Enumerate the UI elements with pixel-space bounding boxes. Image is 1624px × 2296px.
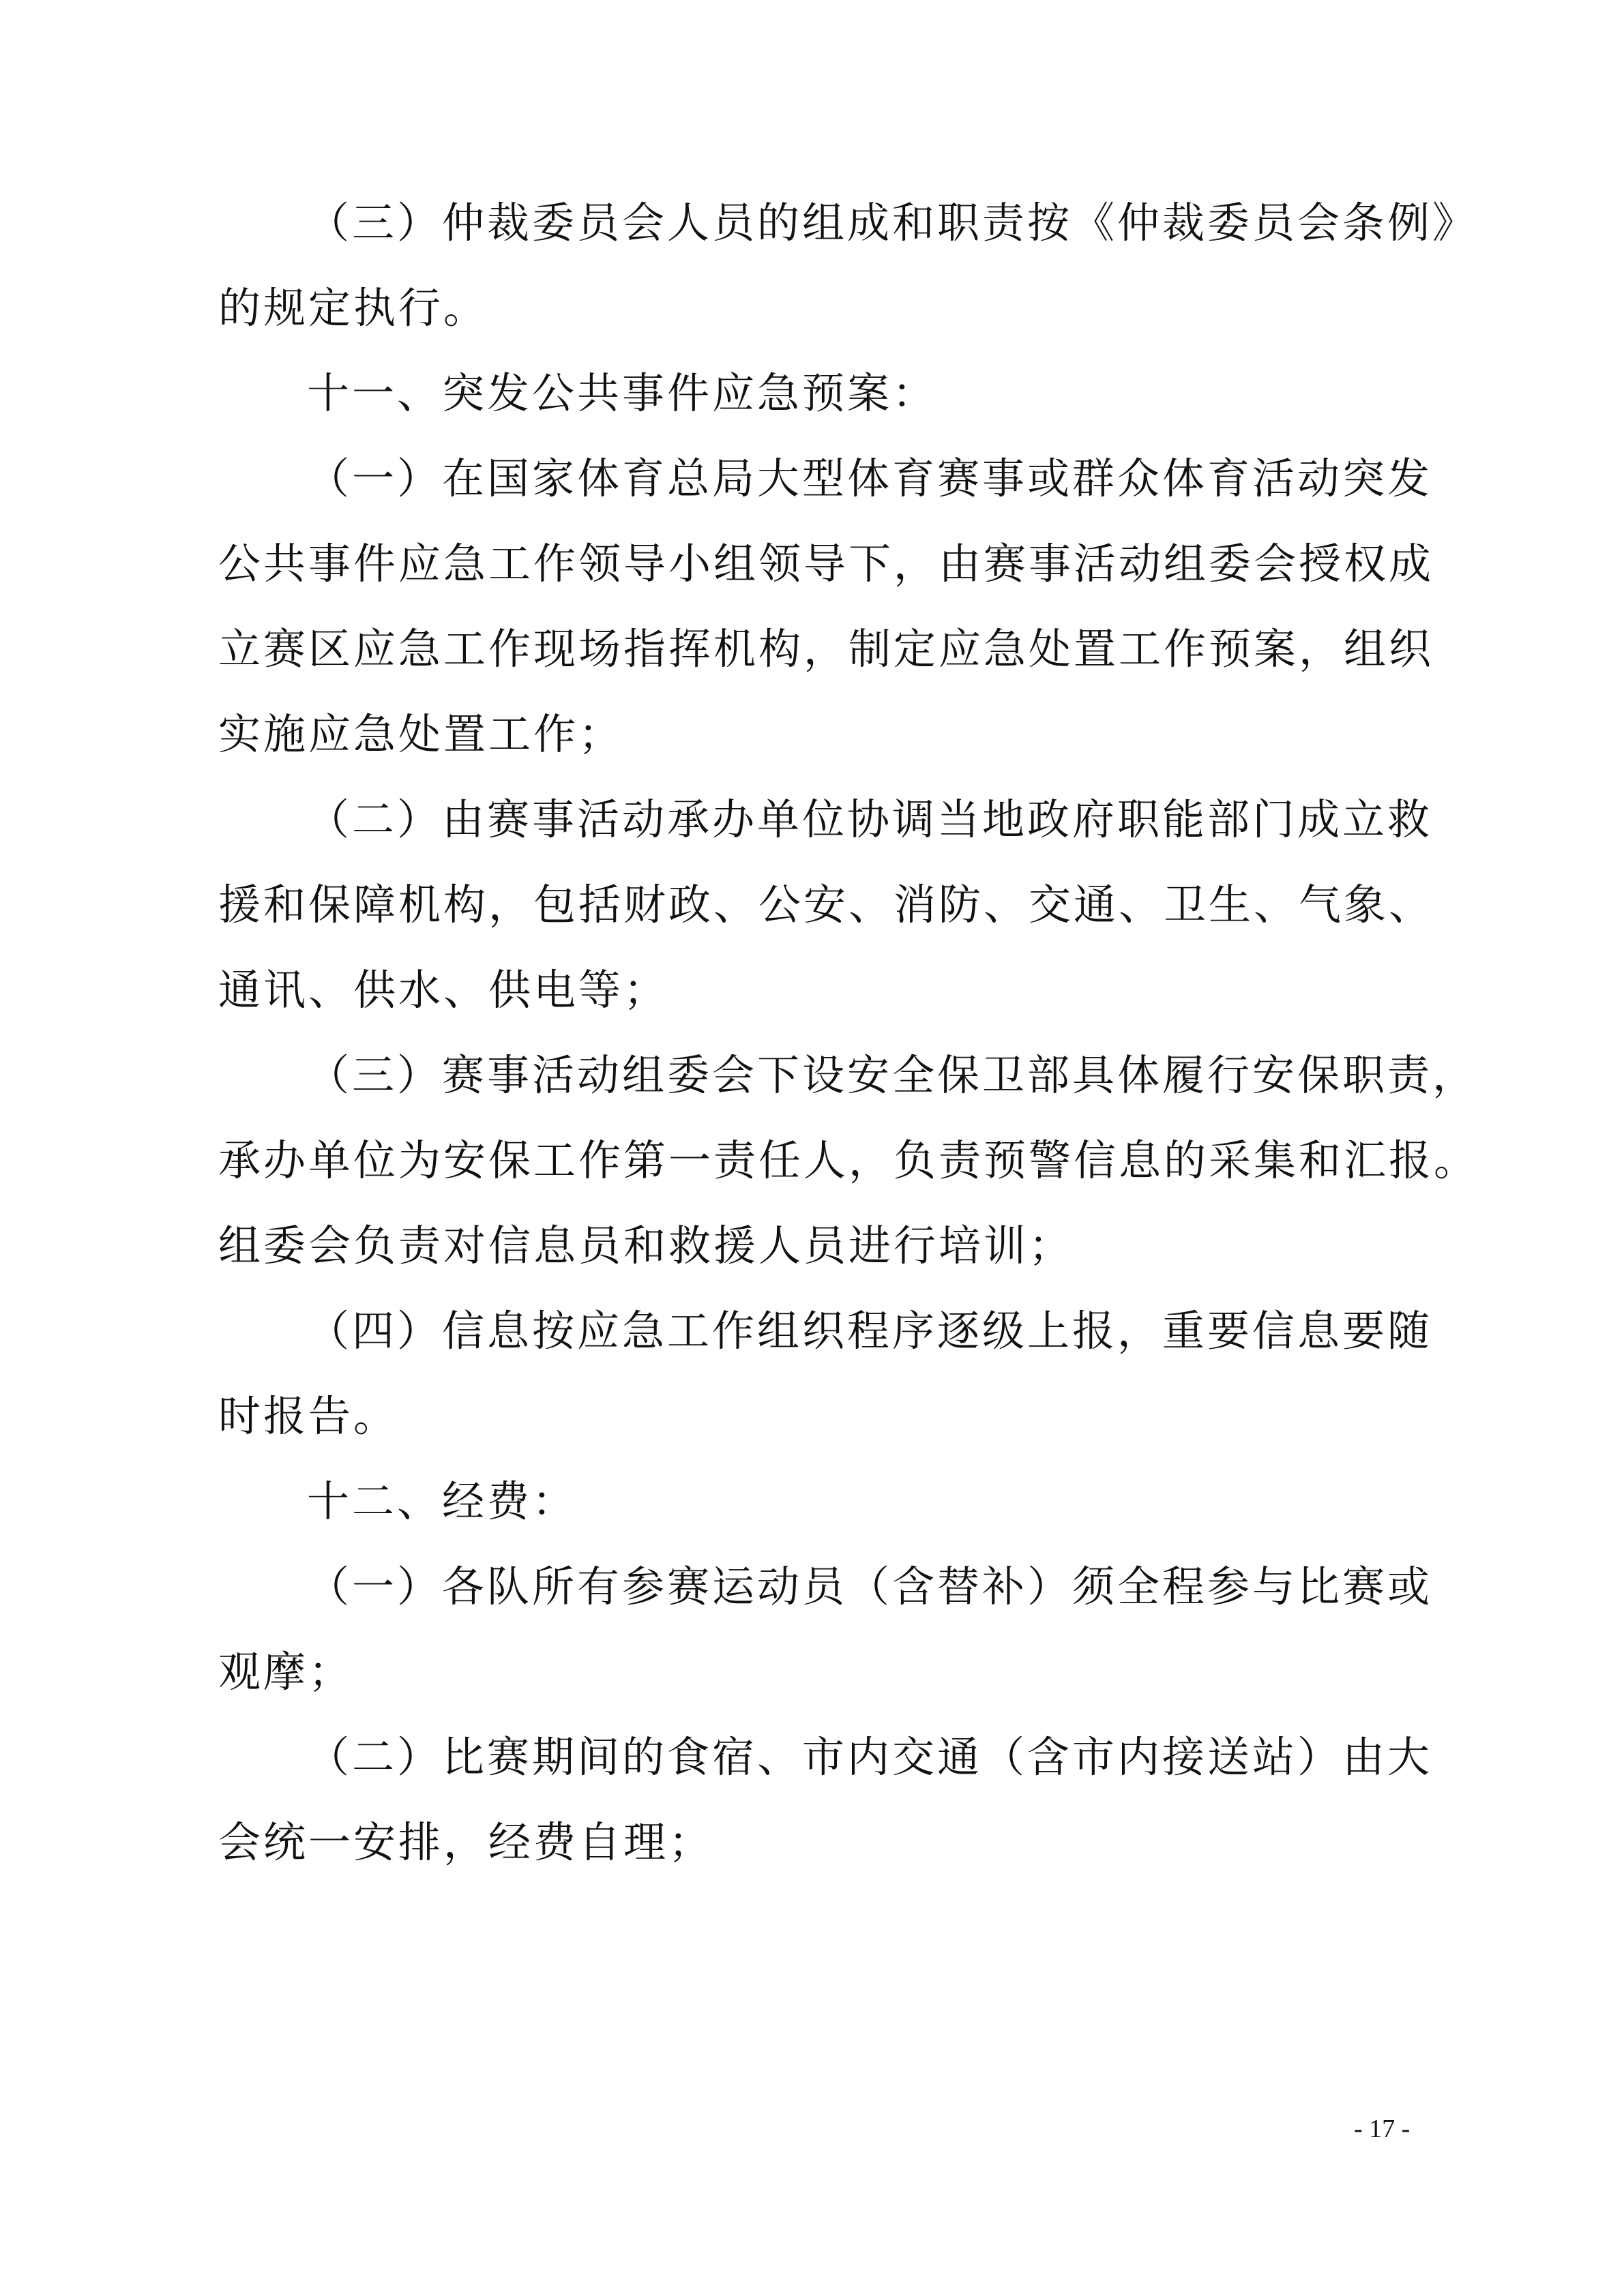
page-number: - 17 - — [1354, 2115, 1411, 2143]
text-line: （一）在国家体育总局大型体育赛事或群众体育活动突发 — [307, 453, 1433, 503]
text-line: 通讯、供水、供电等； — [218, 965, 669, 1015]
text-line: 观摩； — [218, 1647, 354, 1697]
text-line: 的规定执行。 — [218, 283, 489, 333]
section-heading: 十二、经费： — [307, 1476, 578, 1526]
text-line: 公共事件应急工作领导小组领导下，由赛事活动组委会授权成 — [218, 539, 1434, 588]
text-line: （三）仲裁委员会人员的组成和职责按《仲裁委员会条例》 — [307, 198, 1478, 248]
section-heading: 十一、突发公共事件应急预案： — [307, 368, 938, 418]
text-line: 会统一安排，经费自理； — [218, 1817, 714, 1867]
text-line: 承办单位为安保工作第一责任人，负责预警信息的采集和汇报。 — [218, 1135, 1479, 1185]
text-line: 组委会负责对信息员和救援人员进行培训； — [218, 1221, 1074, 1270]
text-line: 援和保障机构，包括财政、公安、消防、交通、卫生、气象、 — [218, 880, 1434, 929]
text-line: （四）信息按应急工作组织程序逐级上报，重要信息要随 — [307, 1306, 1433, 1356]
text-line: （二）比赛期间的食宿、市内交通（含市内接送站）由大 — [307, 1732, 1433, 1782]
text-line: （一）各队所有参赛运动员（含替补）须全程参与比赛或 — [307, 1562, 1433, 1611]
text-line: 立赛区应急工作现场指挥机构，制定应急处置工作预案，组织 — [218, 624, 1434, 674]
text-line: （三）赛事活动组委会下设安全保卫部具体履行安保职责， — [307, 1050, 1478, 1100]
text-line: 实施应急处置工作； — [218, 709, 624, 759]
text-line: 时报告。 — [218, 1391, 399, 1441]
text-line: （二）由赛事活动承办单位协调当地政府职能部门成立救 — [307, 794, 1433, 844]
